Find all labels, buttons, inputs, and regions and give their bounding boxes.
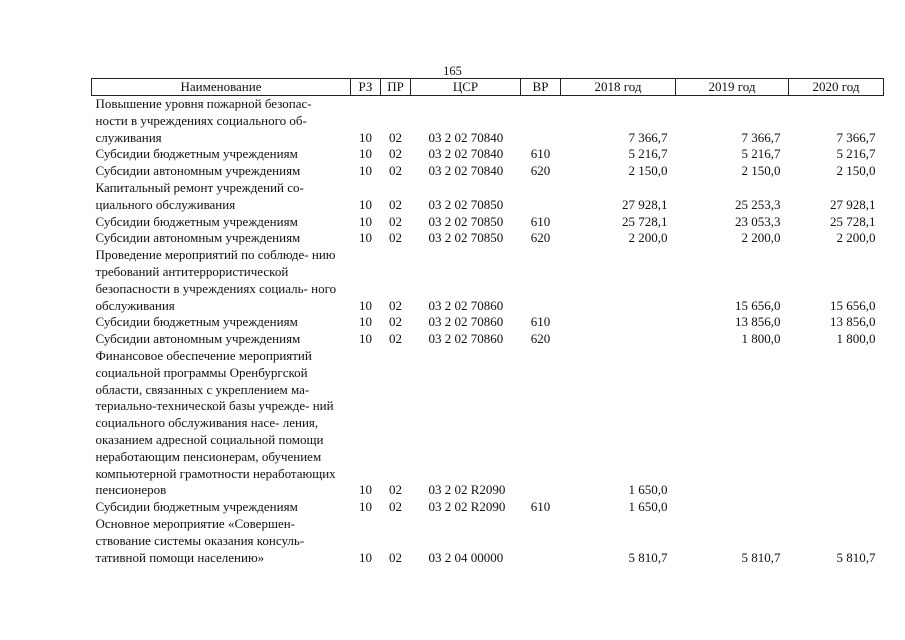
cell-y2020 (789, 499, 884, 516)
cell-pr: 02 (389, 297, 402, 313)
cell-y2019: 5 810,7 (741, 549, 781, 565)
cell-name: Финансовое обеспечение мероприятий социальной программы Оренбургской области, связанных с укреплением ма- териально-технической базы учрежде- ний социального обслуживания насе- ления, оказанием адресной социальной помощи неработающим пенсионерам, обучением компьютерной грамотности неработающих пенсионеров (95, 347, 336, 498)
table-row (92, 331, 884, 348)
cell-vr (521, 516, 561, 566)
cell-pr: 02 (389, 499, 402, 515)
column-header-rz: РЗ (351, 79, 381, 96)
cell-y2020: 25 728,1 (830, 213, 876, 229)
cell-y2018: 5 810,7 (628, 549, 668, 565)
cell-y2019: 2 200,0 (741, 230, 781, 246)
cell-pr: 02 (389, 482, 402, 498)
cell-name: Повышение уровня пожарной безопас- ности в учреждениях социального об- служивания (95, 96, 312, 145)
cell-y2018: 5 216,7 (628, 146, 668, 162)
cell-vr (521, 348, 561, 499)
cell-y2019: 2 150,0 (741, 163, 781, 179)
cell-vr: 620 (530, 163, 551, 179)
cell-name: Проведение мероприятий по соблюде- нию требований антитеррористической безопасности в учреждениях социаль- ного обслуживания (95, 247, 337, 313)
table-row (92, 214, 884, 231)
cell-y2019: 13 856,0 (735, 314, 781, 330)
table-row (92, 146, 884, 163)
cell-name: Субсидии бюджетным учреждениям (95, 499, 298, 515)
column-header-2020: 2020 год (789, 79, 884, 96)
cell-pr: 02 (389, 196, 402, 212)
cell-y2020: 15 656,0 (830, 297, 876, 313)
budget-table (91, 78, 884, 566)
cell-rz: 10 (359, 163, 372, 179)
table-row (92, 230, 884, 247)
cell-y2020 (789, 348, 884, 499)
cell-vr (521, 180, 561, 214)
cell-rz: 10 (359, 196, 372, 212)
cell-rz: 10 (359, 499, 372, 515)
cell-vr: 610 (530, 213, 551, 229)
cell-name: Субсидии бюджетным учреждениям (95, 146, 298, 162)
cell-vr: 610 (530, 146, 551, 162)
cell-rz: 10 (359, 331, 372, 347)
cell-vr: 610 (530, 314, 551, 330)
cell-y2019 (676, 348, 789, 499)
cell-rz: 10 (359, 146, 372, 162)
cell-rz: 10 (359, 549, 372, 565)
cell-y2018: 2 200,0 (628, 230, 668, 246)
cell-y2019: 5 216,7 (741, 146, 781, 162)
cell-y2018: 7 366,7 (628, 129, 668, 145)
cell-pr: 02 (389, 331, 402, 347)
cell-vr: 620 (530, 230, 551, 246)
cell-csr: 03 2 02 70860 (428, 314, 504, 330)
cell-vr: 610 (530, 499, 551, 515)
cell-y2018 (561, 247, 676, 314)
cell-y2018: 2 150,0 (628, 163, 668, 179)
cell-csr: 03 2 04 00000 (428, 549, 504, 565)
cell-y2018 (561, 331, 676, 348)
cell-y2019: 23 053,3 (735, 213, 781, 229)
cell-y2018 (561, 314, 676, 331)
cell-rz: 10 (359, 230, 372, 246)
cell-rz: 10 (359, 213, 372, 229)
cell-y2018: 1 650,0 (628, 482, 668, 498)
cell-y2019 (676, 499, 789, 516)
cell-pr: 02 (389, 314, 402, 330)
cell-name: Субсидии бюджетным учреждениям (95, 314, 298, 330)
cell-pr: 02 (389, 146, 402, 162)
cell-y2019: 15 656,0 (735, 297, 781, 313)
cell-name: Капитальный ремонт учреждений со- циального обслуживания (95, 179, 304, 212)
cell-y2020: 2 150,0 (836, 163, 876, 179)
cell-rz: 10 (359, 129, 372, 145)
cell-y2019: 25 253,3 (735, 196, 781, 212)
cell-y2019: 1 800,0 (741, 331, 781, 347)
cell-y2019: 7 366,7 (741, 129, 781, 145)
column-header-csr: ЦСР (411, 79, 521, 96)
cell-y2020: 1 800,0 (836, 331, 876, 347)
cell-y2020: 13 856,0 (830, 314, 876, 330)
cell-name: Субсидии автономным учреждениям (95, 331, 301, 347)
cell-vr (521, 96, 561, 147)
cell-csr: 03 2 02 70840 (428, 146, 504, 162)
cell-y2020: 7 366,7 (836, 129, 876, 145)
table-row (92, 499, 884, 516)
cell-vr (521, 247, 561, 314)
cell-rz: 10 (359, 314, 372, 330)
cell-y2020: 5 810,7 (836, 549, 876, 565)
cell-y2018: 27 928,1 (622, 196, 668, 212)
cell-csr: 03 2 02 70860 (428, 331, 504, 347)
cell-csr: 03 2 02 70860 (428, 297, 504, 313)
cell-pr: 02 (389, 163, 402, 179)
table-row (92, 180, 884, 214)
cell-y2020: 27 928,1 (830, 196, 876, 212)
cell-y2018: 25 728,1 (622, 213, 668, 229)
cell-csr: 03 2 02 R2090 (428, 482, 506, 498)
column-header-2018: 2018 год (561, 79, 676, 96)
table-row (92, 516, 884, 566)
column-header-name: Наименование (92, 79, 351, 96)
cell-csr: 03 2 02 70850 (428, 196, 504, 212)
cell-csr: 03 2 02 70850 (428, 230, 504, 246)
cell-y2020: 2 200,0 (836, 230, 876, 246)
cell-pr: 02 (389, 213, 402, 229)
cell-csr: 03 2 02 70840 (428, 129, 504, 145)
table-row (92, 163, 884, 180)
cell-pr: 02 (389, 230, 402, 246)
cell-rz: 10 (359, 297, 372, 313)
cell-rz: 10 (359, 482, 372, 498)
table-row (92, 96, 884, 147)
cell-pr: 02 (389, 129, 402, 145)
cell-name: Субсидии автономным учреждениям (95, 163, 301, 179)
table-row (92, 314, 884, 331)
page-number: 165 (443, 64, 462, 78)
cell-csr: 03 2 02 70840 (428, 163, 504, 179)
cell-name: Субсидии бюджетным учреждениям (95, 213, 298, 229)
column-header-pr: ПР (381, 79, 411, 96)
table-row (92, 247, 884, 314)
cell-y2018: 1 650,0 (628, 499, 668, 515)
cell-csr: 03 2 02 70850 (428, 213, 504, 229)
column-header-vr: ВР (521, 79, 561, 96)
cell-y2020: 5 216,7 (836, 146, 876, 162)
cell-pr: 02 (389, 549, 402, 565)
column-header-2019: 2019 год (676, 79, 789, 96)
cell-name: Основное мероприятие «Совершен- ствование системы оказания консуль- тативной помощи населению» (95, 515, 305, 565)
table-row (92, 348, 884, 499)
cell-name: Субсидии автономным учреждениям (95, 230, 301, 246)
cell-csr: 03 2 02 R2090 (428, 499, 506, 515)
cell-vr: 620 (530, 331, 551, 347)
header-row (92, 79, 884, 96)
